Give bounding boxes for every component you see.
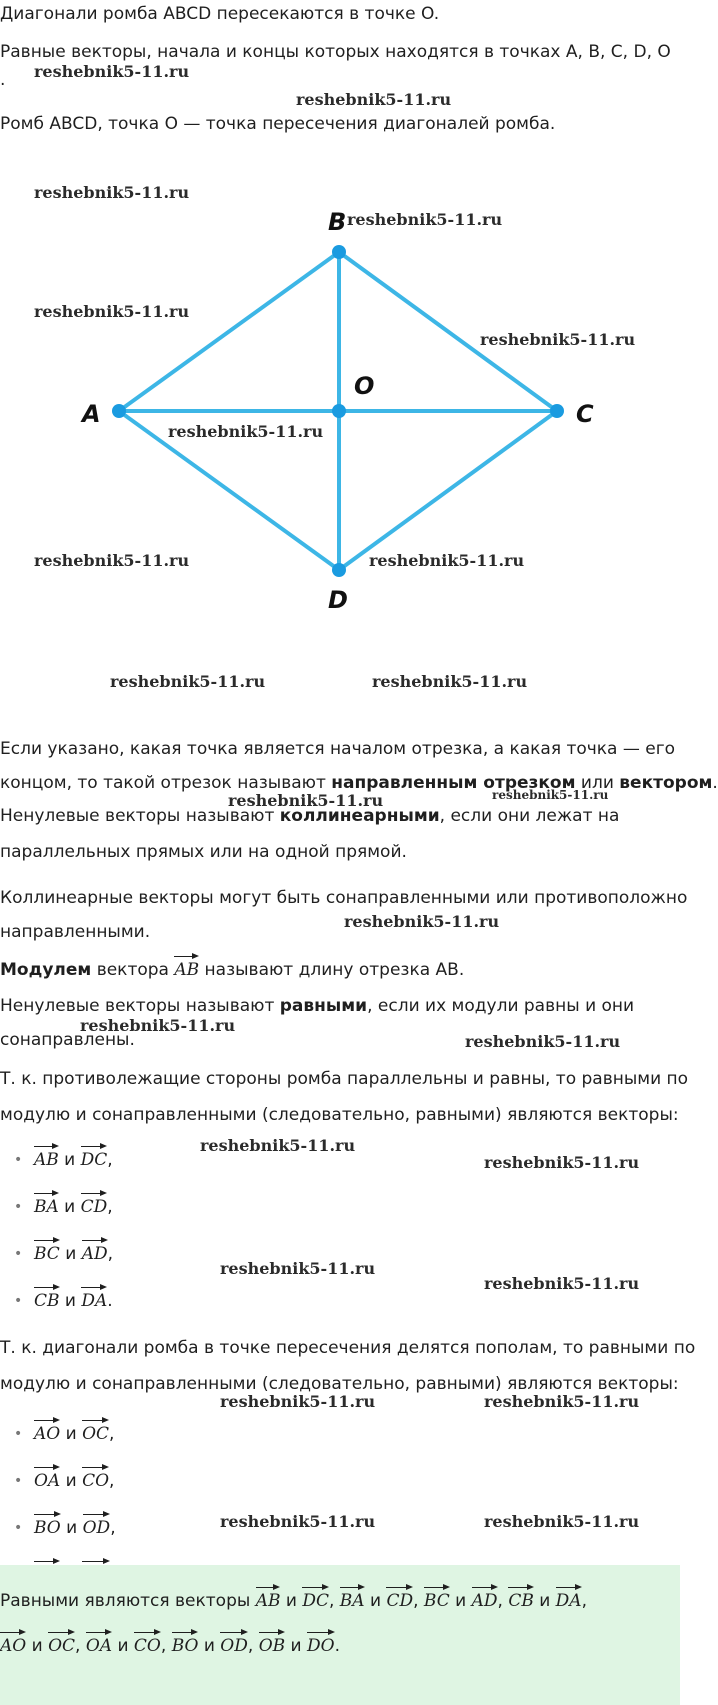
watermark: reshebnik5-11.ru <box>228 791 384 810</box>
vector-od: OD <box>220 1632 248 1656</box>
conclusion-row-1: Равными являются векторы AB и DC, BA и CD, BC и AD, CB и DA, <box>0 1587 587 1613</box>
vector-bc: BC <box>34 1240 60 1264</box>
theory-line-2: концом, то такой отрезок называют направленным отрезком или вектором. <box>0 773 718 793</box>
list-item: AO и OC, <box>34 1420 114 1444</box>
theory-line-3: Ненулевые векторы называют коллинеарными, если они лежат на <box>0 806 620 826</box>
conjunction: и <box>449 1591 472 1611</box>
rhombus-diagram <box>0 150 680 650</box>
point-a <box>112 404 126 418</box>
bullet: • <box>14 1426 23 1442</box>
conjunction: и <box>59 1291 82 1311</box>
label-o: O <box>354 372 375 400</box>
watermark: reshebnik5-11.ru <box>296 90 452 109</box>
watermark: reshebnik5-11.ru <box>492 788 609 802</box>
watermark: reshebnik5-11.ru <box>110 672 266 691</box>
vector-co: CO <box>134 1632 161 1656</box>
diagonals-line-2: модулю и сонаправленными (следовательно, равными) являются векторы: <box>0 1374 679 1394</box>
watermark: reshebnik5-11.ru <box>80 1016 236 1035</box>
watermark: reshebnik5-11.ru <box>484 1392 640 1411</box>
list-item: BA и CD, <box>34 1193 113 1217</box>
vector-ao: AO <box>0 1632 26 1656</box>
vector-bc: BC <box>424 1587 450 1611</box>
watermark: reshebnik5-11.ru <box>484 1274 640 1293</box>
vector-oc: OC <box>48 1632 75 1656</box>
vector-do: DO <box>307 1632 335 1656</box>
vector-oa: OA <box>34 1467 60 1491</box>
conjunction: и <box>198 1636 221 1656</box>
watermark: reshebnik5-11.ru <box>220 1392 376 1411</box>
vector-ab: AB <box>256 1587 281 1611</box>
vector-oc: OC <box>82 1420 109 1444</box>
watermark: reshebnik5-11.ru <box>220 1259 376 1278</box>
vector-cd: CD <box>386 1587 413 1611</box>
vector-cd: CD <box>81 1193 108 1217</box>
point-b <box>332 245 346 259</box>
list-item: BO и OD, <box>34 1514 116 1538</box>
list-item: BC и AD, <box>34 1240 113 1264</box>
vector-cb: CB <box>508 1587 534 1611</box>
label-a: A <box>82 400 101 428</box>
side-cd <box>339 411 557 570</box>
theory-line-6: направленными. <box>0 922 151 942</box>
theory-line-1: Если указано, какая точка является началом отрезка, а какая точка — его <box>0 739 676 759</box>
vector-ob: OB <box>259 1632 285 1656</box>
vector-ab: AB <box>34 1146 59 1170</box>
sides-line-1: Т. к. противолежащие стороны ромба параллельны и равны, то равными по <box>0 1069 689 1089</box>
vector-ad: AD <box>82 1240 108 1264</box>
watermark: reshebnik5-11.ru <box>220 1512 376 1531</box>
watermark: reshebnik5-11.ru <box>484 1512 640 1531</box>
conjunction: и <box>280 1591 303 1611</box>
label-c: C <box>576 400 594 428</box>
watermark: reshebnik5-11.ru <box>34 302 190 321</box>
watermark: reshebnik5-11.ru <box>372 672 528 691</box>
vector-da: DA <box>81 1287 107 1311</box>
theory-line-5: Коллинеарные векторы могут быть сонаправленными или противоположно <box>0 888 688 908</box>
point-o <box>332 404 346 418</box>
watermark: reshebnik5-11.ru <box>484 1153 640 1172</box>
conjunction: и <box>60 1424 83 1444</box>
vector-co: CO <box>82 1467 109 1491</box>
theory-line-7: Модулем вектора AB называют длину отрезка AB. <box>0 956 464 982</box>
vector-ba: BA <box>34 1193 59 1217</box>
conjunction: и <box>60 1471 83 1491</box>
side-ab <box>119 252 339 411</box>
intro-line-1: Диагонали ромба ABCD пересекаются в точке O. <box>0 4 440 24</box>
bullet: • <box>14 1246 23 1262</box>
watermark: reshebnik5-11.ru <box>465 1032 621 1051</box>
watermark: reshebnik5-11.ru <box>34 62 190 81</box>
conjunction: и <box>533 1591 556 1611</box>
conclusion-box <box>0 1565 680 1705</box>
watermark: reshebnik5-11.ru <box>369 551 525 570</box>
watermark: reshebnik5-11.ru <box>344 912 500 931</box>
conclusion-row-2: AO и OC, OA и CO, BO и OD, OB и DO. <box>0 1632 340 1658</box>
vector-oa: OA <box>86 1632 112 1656</box>
list-item: OA и CO, <box>34 1467 114 1491</box>
intro-line-2: Равные векторы, начала и концы которых находятся в точках A, B, C, D, O <box>0 42 671 62</box>
diagonals-line-1: Т. к. диагонали ромба в точке пересечения делятся пополам, то равными по <box>0 1338 696 1358</box>
conjunction: и <box>112 1636 134 1656</box>
label-b: B <box>328 208 347 236</box>
vector-dc: DC <box>81 1146 108 1170</box>
vector-ab: AB <box>174 956 199 980</box>
watermark: reshebnik5-11.ru <box>34 551 190 570</box>
vector-ao: AO <box>34 1420 60 1444</box>
vector-cb: CB <box>34 1287 60 1311</box>
conjunction: и <box>26 1636 49 1656</box>
watermark: reshebnik5-11.ru <box>347 210 503 229</box>
bullet: • <box>14 1473 23 1489</box>
vector-od: OD <box>83 1514 111 1538</box>
conjunction: и <box>364 1591 387 1611</box>
intro-line-3: Ромб ABCD, точка O — точка пересечения диагоналей ромба. <box>0 114 556 134</box>
bullet: • <box>14 1152 23 1168</box>
theory-line-8: Ненулевые векторы называют равными, если их модули равны и они <box>0 996 635 1016</box>
vector-dc: DC <box>302 1587 329 1611</box>
conjunction: и <box>58 1197 81 1217</box>
theory-line-4: параллельных прямых или на одной прямой. <box>0 842 407 862</box>
vector-ba: BA <box>340 1587 365 1611</box>
intro-dot: . <box>0 70 6 90</box>
bullet: • <box>14 1293 23 1309</box>
watermark: reshebnik5-11.ru <box>200 1136 356 1155</box>
conclusion-prefix: Равными являются векторы <box>0 1591 256 1611</box>
label-d: D <box>328 586 348 614</box>
vector-da: DA <box>556 1587 582 1611</box>
watermark: reshebnik5-11.ru <box>34 183 190 202</box>
conjunction: и <box>60 1518 83 1538</box>
theory-line-9: сонаправлены. <box>0 1030 135 1050</box>
watermark: reshebnik5-11.ru <box>480 330 636 349</box>
list-item: AB и DC, <box>34 1146 113 1170</box>
point-c <box>550 404 564 418</box>
vector-bo: BO <box>172 1632 199 1656</box>
bullet: • <box>14 1520 23 1536</box>
watermark: reshebnik5-11.ru <box>168 422 324 441</box>
vector-ad: AD <box>472 1587 498 1611</box>
point-d <box>332 563 346 577</box>
conjunction: и <box>285 1636 307 1656</box>
conjunction: и <box>59 1244 82 1264</box>
bullet: • <box>14 1199 23 1215</box>
list-item: CB и DA. <box>34 1287 113 1311</box>
conjunction: и <box>58 1150 81 1170</box>
vector-bo: BO <box>34 1514 61 1538</box>
sides-line-2: модулю и сонаправленными (следовательно, равными) являются векторы: <box>0 1105 679 1125</box>
